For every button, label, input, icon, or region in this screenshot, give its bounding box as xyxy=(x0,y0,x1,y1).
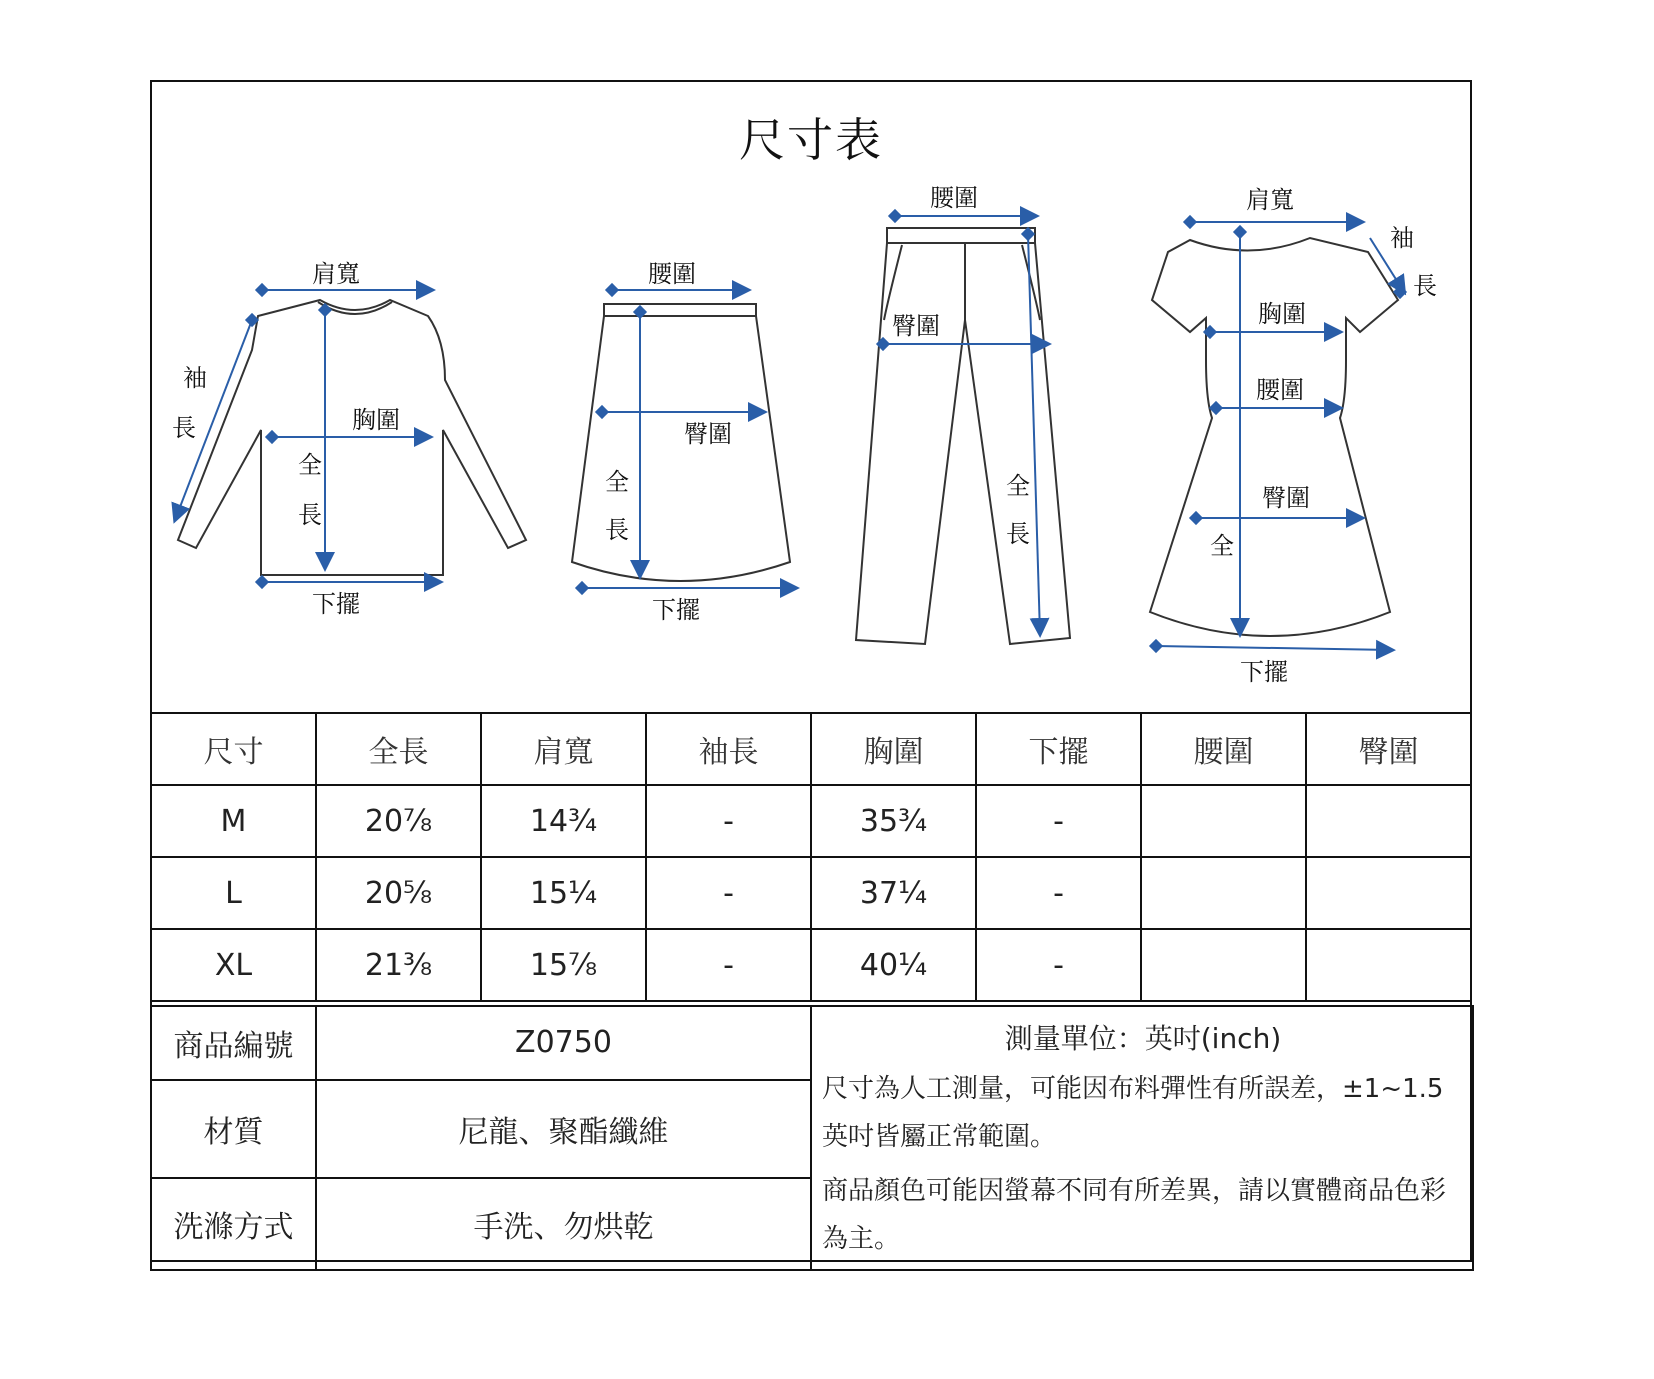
pants-waist-label: 腰圍 xyxy=(930,184,978,212)
skirt-length-label-1: 全 xyxy=(605,468,629,496)
table-row xyxy=(151,929,1471,1001)
header-sleeve: 袖長 xyxy=(646,713,811,785)
dress-length-label-1: 全 xyxy=(1210,532,1234,560)
header-chest: 胸圍 xyxy=(811,713,976,785)
top-sleeve-label-1: 袖 xyxy=(183,364,207,392)
header-length: 全長 xyxy=(316,713,481,785)
dress-waist-label: 腰圍 xyxy=(1256,376,1304,404)
table-cell xyxy=(1141,929,1306,1001)
product-code-label: 商品編號 xyxy=(151,1006,316,1080)
skirt-length-label-2: 長 xyxy=(605,516,629,544)
table-row xyxy=(151,785,1471,857)
dress-outline xyxy=(1150,238,1398,636)
header-hip: 臀圍 xyxy=(1306,713,1471,785)
table-cell: 14¾ xyxy=(481,785,646,857)
skirt-hem-label: 下擺 xyxy=(652,596,700,624)
table-cell: - xyxy=(646,785,811,857)
dress-hip-label: 臀圍 xyxy=(1262,484,1310,512)
table-cell xyxy=(1306,857,1471,929)
dress-hem-label: 下擺 xyxy=(1240,658,1288,686)
top-sleeve-label-2: 長 xyxy=(172,414,196,442)
top-chest-label: 胸圍 xyxy=(352,406,400,434)
table-header-row xyxy=(151,713,1471,785)
page-title: 尺寸表 xyxy=(739,113,883,167)
dress-shoulder-label: 肩寬 xyxy=(1246,186,1294,214)
table-cell: 15⅞ xyxy=(481,929,646,1001)
header-waist: 腰圍 xyxy=(1141,713,1306,785)
wash-label: 洗滌方式 xyxy=(151,1178,316,1270)
pants-hip-label: 臀圍 xyxy=(892,312,940,340)
table-cell: - xyxy=(976,785,1141,857)
table-cell: 15¼ xyxy=(481,857,646,929)
color-note: 商品顏色可能因螢幕不同有所差異，請以實體商品色彩為主。 xyxy=(822,1176,1447,1254)
measurement-note: 尺寸為人工測量，可能因布料彈性有所誤差，±1~1.5 英吋皆屬正常範圍。 xyxy=(822,1074,1444,1152)
table-cell: - xyxy=(646,929,811,1001)
top-diagram xyxy=(172,260,526,618)
unit-note: 測量單位：英吋(inch) xyxy=(1004,1022,1282,1055)
table-cell xyxy=(1306,785,1471,857)
table-cell: XL xyxy=(151,929,316,1001)
table-cell: M xyxy=(151,785,316,857)
dress-sleeve-label-1: 袖 xyxy=(1390,224,1414,252)
table-cell xyxy=(1141,857,1306,929)
table-cell: 20⅝ xyxy=(316,857,481,929)
dress-sleeve-label-2: 長 xyxy=(1413,272,1437,300)
skirt-waist-label: 腰圍 xyxy=(648,260,696,288)
pants-diagram xyxy=(856,184,1070,644)
table-cell: - xyxy=(976,929,1141,1001)
wash-value: 手洗、勿烘乾 xyxy=(316,1178,811,1270)
material-value: 尼龍、聚酯纖維 xyxy=(316,1080,811,1178)
header-size: 尺寸 xyxy=(151,713,316,785)
table-cell: 40¼ xyxy=(811,929,976,1001)
table-cell xyxy=(1306,929,1471,1001)
dress-chest-label: 胸圍 xyxy=(1258,300,1306,328)
table-cell: L xyxy=(151,857,316,929)
product-code-value: Z0750 xyxy=(316,1006,811,1080)
table-row xyxy=(151,857,1471,929)
top-length-label-1: 全 xyxy=(298,451,322,479)
table-cell: 20⅞ xyxy=(316,785,481,857)
product-info-table xyxy=(150,1005,1474,1271)
table-cell: 35¾ xyxy=(811,785,976,857)
table-cell xyxy=(1141,785,1306,857)
skirt-diagram xyxy=(572,260,796,624)
table-cell: - xyxy=(646,857,811,929)
header-shoulder: 肩寬 xyxy=(481,713,646,785)
table-cell: 37¼ xyxy=(811,857,976,929)
table-cell: 21⅜ xyxy=(316,929,481,1001)
size-table xyxy=(150,712,1472,1002)
skirt-hip-label: 臀圍 xyxy=(684,420,732,448)
top-hem-label: 下擺 xyxy=(312,590,360,618)
header-hem: 下擺 xyxy=(976,713,1141,785)
pants-length-label-1: 全 xyxy=(1006,472,1030,500)
material-label: 材質 xyxy=(151,1080,316,1178)
top-length-label-2: 長 xyxy=(298,501,322,529)
pants-length-label-2: 長 xyxy=(1006,520,1030,548)
top-shoulder-label: 肩寬 xyxy=(312,260,360,288)
table-cell: - xyxy=(976,857,1141,929)
dress-diagram xyxy=(1149,186,1437,686)
notes-cell xyxy=(811,1006,1473,1270)
